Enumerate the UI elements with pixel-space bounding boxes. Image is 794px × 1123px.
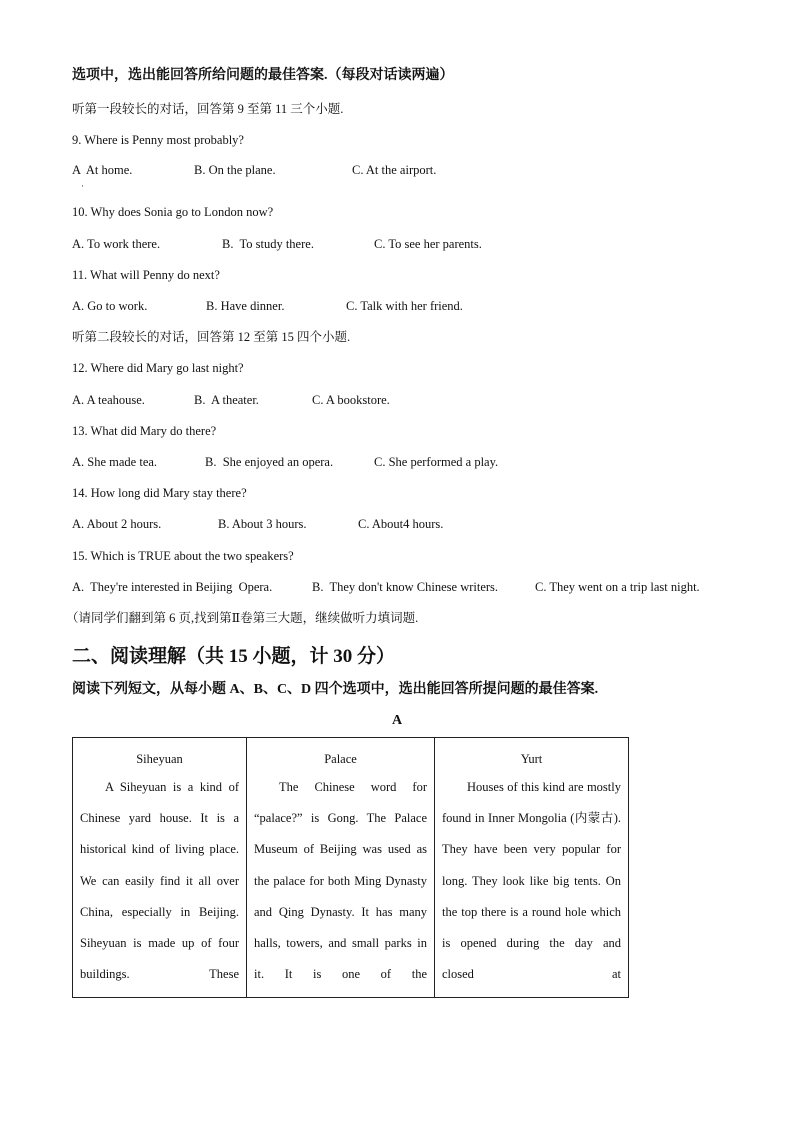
q15-option-a: A. They're interested in Beijing Opera. (72, 580, 273, 594)
q9-option-c: C. At the airport. (352, 163, 437, 177)
q11-option-b: B. Have dinner. (206, 299, 285, 313)
column-title: Palace (324, 752, 357, 766)
column-title: Siheyuan (136, 752, 183, 766)
q15-option-c: C. They went on a trip last night. (535, 580, 700, 594)
page-turn-note: （请同学们翻到第 6 页,找到第Ⅱ卷第三大题，继续做听力填词题. (66, 611, 419, 625)
q11-option-a: A. Go to work. (72, 299, 148, 313)
q13-option-c: C. She performed a play. (374, 455, 499, 469)
question-11: 11. What will Penny do next? (72, 268, 220, 282)
table-row (73, 738, 629, 998)
dialog1-instruction: 听第一段较长的对话，回答第 9 至第 11 三个小题. (72, 102, 344, 116)
passage-label: A (391, 713, 403, 728)
q14-option-a: A. About 2 hours. (72, 517, 162, 531)
column-title: Yurt (520, 752, 543, 766)
question-10: 10. Why does Sonia go to London now? (72, 205, 274, 219)
q12-option-a: A. A teahouse. (72, 393, 145, 407)
q10-option-a: A. To work there. (72, 237, 161, 251)
q12-option-b: B. A theater. (194, 393, 259, 407)
q12-option-c: C. A bookstore. (312, 393, 390, 407)
q15-option-b: B. They don't know Chinese writers. (312, 580, 499, 594)
question-14: 14. How long did Mary stay there? (72, 486, 247, 500)
question-13: 13. What did Mary do there? (72, 424, 217, 438)
q14-option-b: B. About 3 hours. (218, 517, 307, 531)
stray-dot: · (81, 181, 84, 191)
column-text: A Siheyuan is a kind of Chinese yard house. It is a historical kind of living place. We can easily find it all over China, especially in Beijing. Siheyuan is made up of four buildings. These (80, 780, 239, 982)
q9-option-a: A At home. (72, 163, 133, 177)
table-cell-siheyuan (73, 738, 247, 998)
table-cell-palace (247, 738, 435, 998)
q11-option-c: C. Talk with her friend. (346, 299, 463, 313)
comparison-table (72, 737, 629, 998)
instruction-intro: 选项中，选出能回答所给问题的最佳答案.（每段对话读两遍） (72, 68, 454, 83)
question-12: 12. Where did Mary go last night? (72, 361, 244, 375)
q10-option-b: B. To study there. (222, 237, 314, 251)
q10-option-c: C. To see her parents. (374, 237, 482, 251)
dialog2-instruction: 听第二段较长的对话，回答第 12 至第 15 四个小题. (72, 330, 351, 344)
q14-option-c: C. About4 hours. (358, 517, 444, 531)
column-text: The Chinese word for “palace?” is Gong. The Palace Museum of Beijing was used as the palace for both Ming Dynasty and Qing Dynasty. It has many halls, towers, and small parks in it. It is one of the (254, 780, 427, 982)
question-15: 15. Which is TRUE about the two speakers? (72, 549, 294, 563)
section-title: 二、阅读理解（共 15 小题，计 30 分） (72, 646, 396, 667)
question-9: 9. Where is Penny most probably? (72, 133, 244, 147)
section-instruction: 阅读下列短文，从每小题 A、B、C、D 四个选项中，选出能回答所提问题的最佳答案. (72, 682, 599, 697)
q9-option-b: B. On the plane. (194, 163, 276, 177)
q13-option-a: A. She made tea. (72, 455, 158, 469)
q13-option-b: B. She enjoyed an opera. (205, 455, 334, 469)
column-text: Houses of this kind are mostly found in Inner Mongolia (内蒙古). They have been very popular for long. They look like big tents. On the top there is a round hole which is opened during the day and closed at (442, 780, 621, 982)
table-cell-yurt (435, 738, 629, 998)
